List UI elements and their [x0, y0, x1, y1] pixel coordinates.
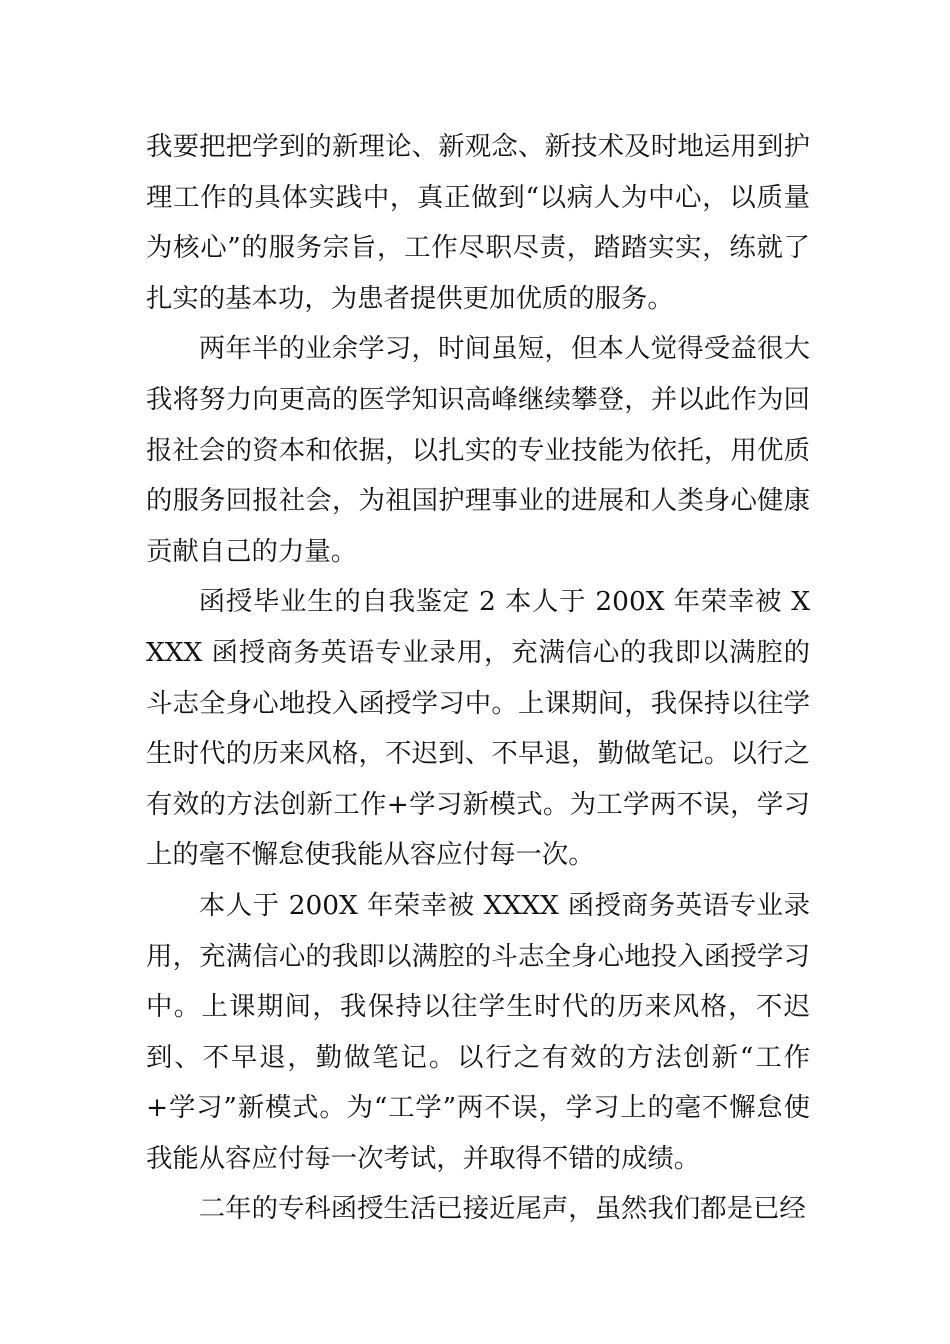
- document-body: [146, 122, 810, 1235]
- paragraph-1: 我要把把学到的新理论、新观念、新技术及时地运用到护理工作的具体实践中，真正做到“以病人为中心，以质量为核心”的服务宗旨，工作尽职尽责，踏踏实实，练就了扎实的基本功，为患者提供更加优质的服务。: [146, 131, 810, 314]
- paragraph-2: 两年半的业余学习，时间虽短，但本人觉得受益很大我将努力向更高的医学知识高峰继续攀登，并以此作为回报社会的资本和依据，以扎实的专业技能为依托，用优质的服务回报社会，为祖国护理事业的进展和人类身心健康贡献自己的力量。: [146, 333, 810, 567]
- paragraph-3: 函授毕业生的自我鉴定 2 本人于 200X 年荣幸被 XXXX 函授商务英语专业录用，充满信心的我即以满腔的斗志全身心地投入函授学习中。上课期间，我保持以往学生时代的历来风格，不迟到、不早退，勤做笔记。以行之有效的方法创新工作+学习新模式。为工学两不误，学习上的毫不懈怠使我能从容应付每一次。: [146, 586, 810, 871]
- paragraph-5: 二年的专科函授生活已接近尾声，虽然我们都是已经: [198, 1193, 806, 1225]
- paragraph-4: 本人于 200X 年荣幸被 XXXX 函授商务英语专业录用，充满信心的我即以满腔的斗志全身心地投入函授学习中。上课期间，我保持以往学生时代的历来风格，不迟到、不早退，勤做笔记。以行之有效的方法创新“工作+学习”新模式。为“工学”两不误，学习上的毫不懈怠使我能从容应付每一次考试，并取得不错的成绩。: [146, 889, 810, 1174]
